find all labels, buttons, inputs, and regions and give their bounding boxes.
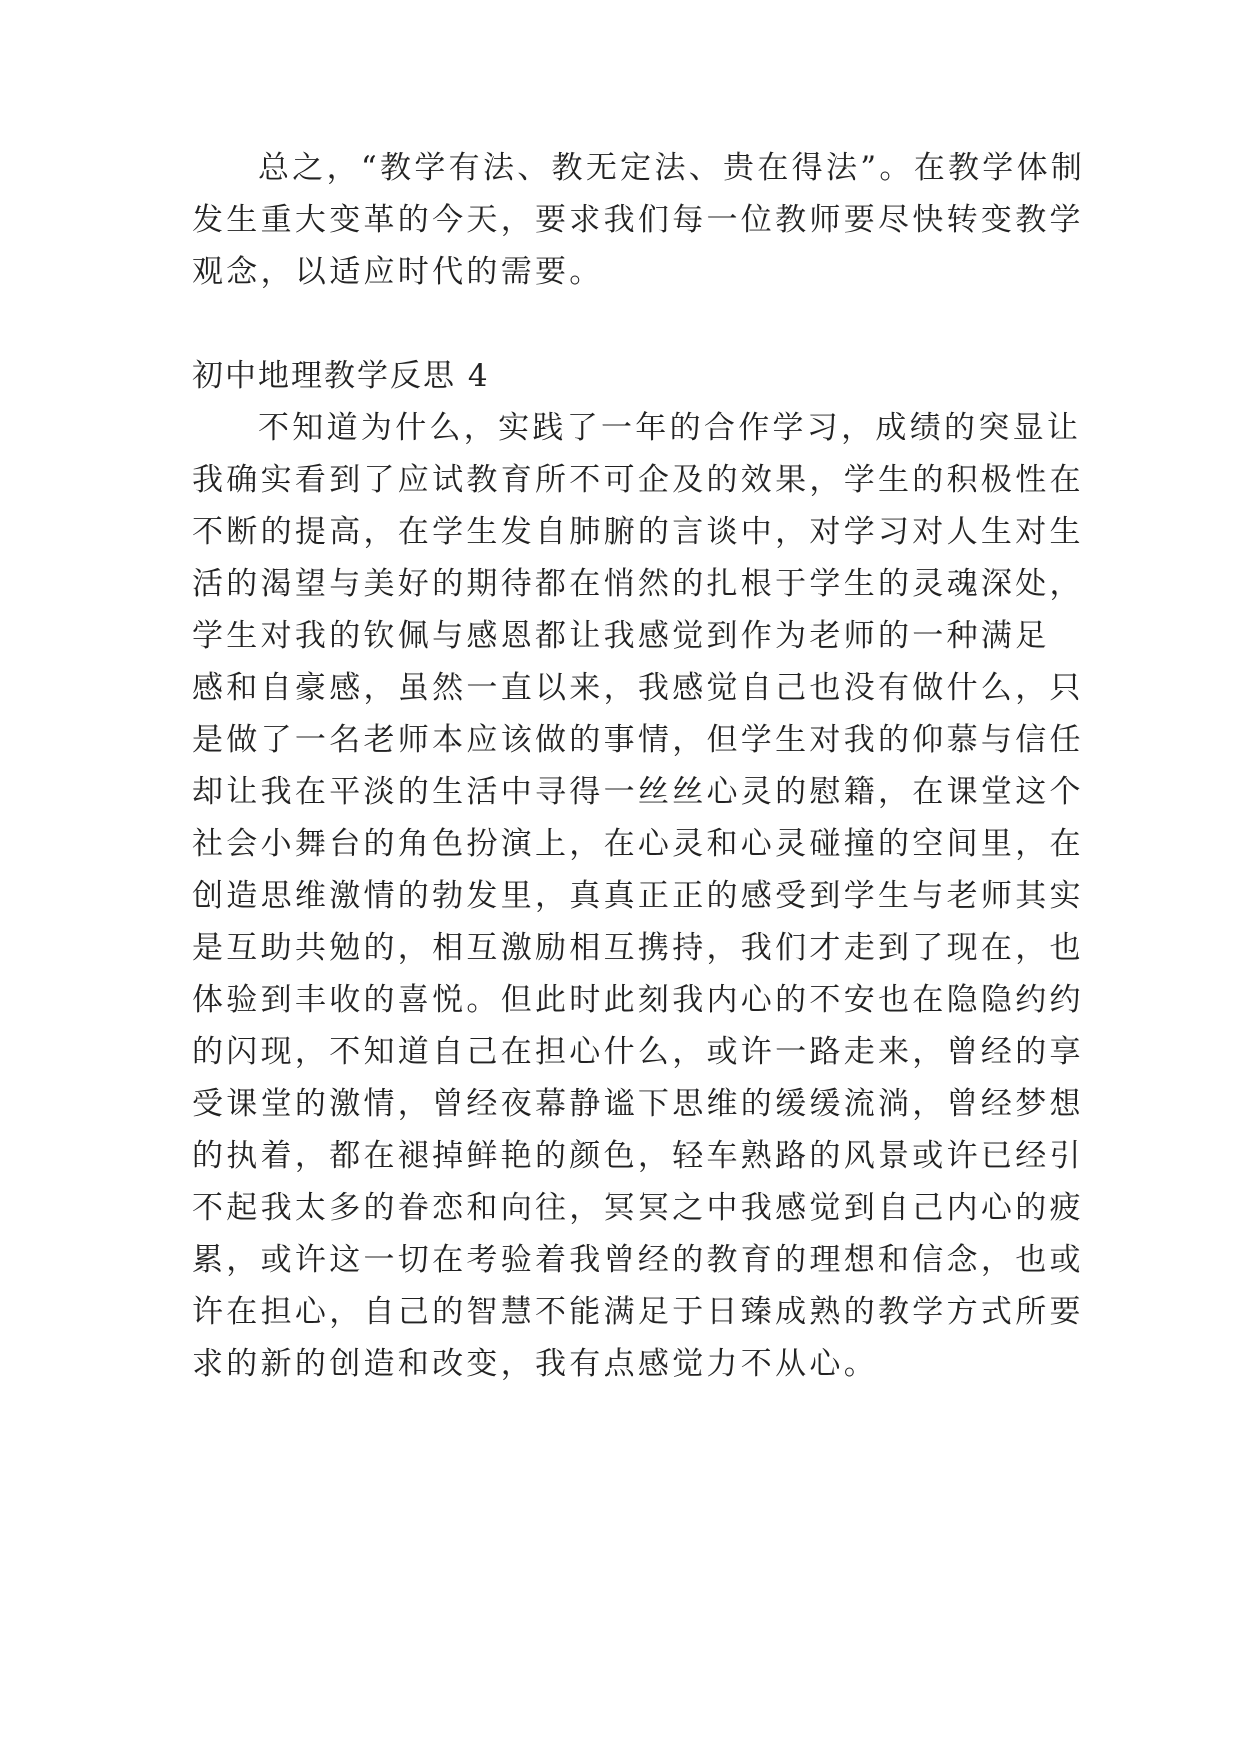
paragraph-2-line-18: 许在担心，自己的智慧不能满足于日臻成熟的教学方式所要 <box>192 1294 1084 1330</box>
paragraph-2-line-16: 不起我太多的眷恋和向往，冥冥之中我感觉到自己内心的疲 <box>192 1190 1084 1226</box>
section-heading: 初中地理教学反思 4 <box>192 358 490 394</box>
paragraph-2-line-17: 累，或许这一切在考验着我曾经的教育的理想和信念，也或 <box>192 1242 1084 1278</box>
paragraph-2-line-5: 学生对我的钦佩与感恩都让我感觉到作为老师的一种满足 <box>192 618 1050 654</box>
paragraph-2-line-14: 受课堂的激情，曾经夜幕静谧下思维的缓缓流淌，曾经梦想 <box>192 1086 1084 1122</box>
paragraph-2-line-7: 是做了一名老师本应该做的事情，但学生对我的仰慕与信任 <box>192 722 1084 758</box>
paragraph-2-line-8: 却让我在平淡的生活中寻得一丝丝心灵的慰籍，在课堂这个 <box>192 774 1084 810</box>
paragraph-2-line-9: 社会小舞台的角色扮演上，在心灵和心灵碰撞的空间里，在 <box>192 826 1084 862</box>
paragraph-2-line-11: 是互助共勉的，相互激励相互携持，我们才走到了现在，也 <box>192 930 1084 966</box>
paragraph-2-line-2: 我确实看到了应试教育所不可企及的效果，学生的积极性在 <box>192 462 1084 498</box>
paragraph-2-line-3: 不断的提高，在学生发自肺腑的言谈中，对学习对人生对生 <box>192 514 1084 550</box>
paragraph-2-line-6: 感和自豪感，虽然一直以来，我感觉自己也没有做什么，只 <box>192 670 1084 706</box>
paragraph-2-line-1: 不知道为什么，实践了一年的合作学习，成绩的突显让 <box>258 410 1082 446</box>
paragraph-2-line-13: 的闪现，不知道自己在担心什么，或许一路走来，曾经的享 <box>192 1034 1084 1070</box>
paragraph-2-line-4: 活的渴望与美好的期待都在悄然的扎根于学生的灵魂深处， <box>192 566 1084 602</box>
paragraph-2-line-10: 创造思维激情的勃发里，真真正正的感受到学生与老师其实 <box>192 878 1084 914</box>
paragraph-2-line-15: 的执着，都在褪掉鲜艳的颜色，轻车熟路的风景或许已经引 <box>192 1138 1084 1174</box>
paragraph-2-line-12: 体验到丰收的喜悦。但此时此刻我内心的不安也在隐隐约约 <box>192 982 1084 1018</box>
paragraph-1-line-2: 发生重大变革的今天，要求我们每一位教师要尽快转变教学 <box>192 202 1084 238</box>
paragraph-1-line-3: 观念，以适应时代的需要。 <box>192 254 604 290</box>
paragraph-2-line-19: 求的新的创造和改变，我有点感觉力不从心。 <box>192 1346 878 1382</box>
paragraph-1-line-1: 总之，“教学有法、教无定法、贵在得法”。在教学体制 <box>258 150 1086 186</box>
